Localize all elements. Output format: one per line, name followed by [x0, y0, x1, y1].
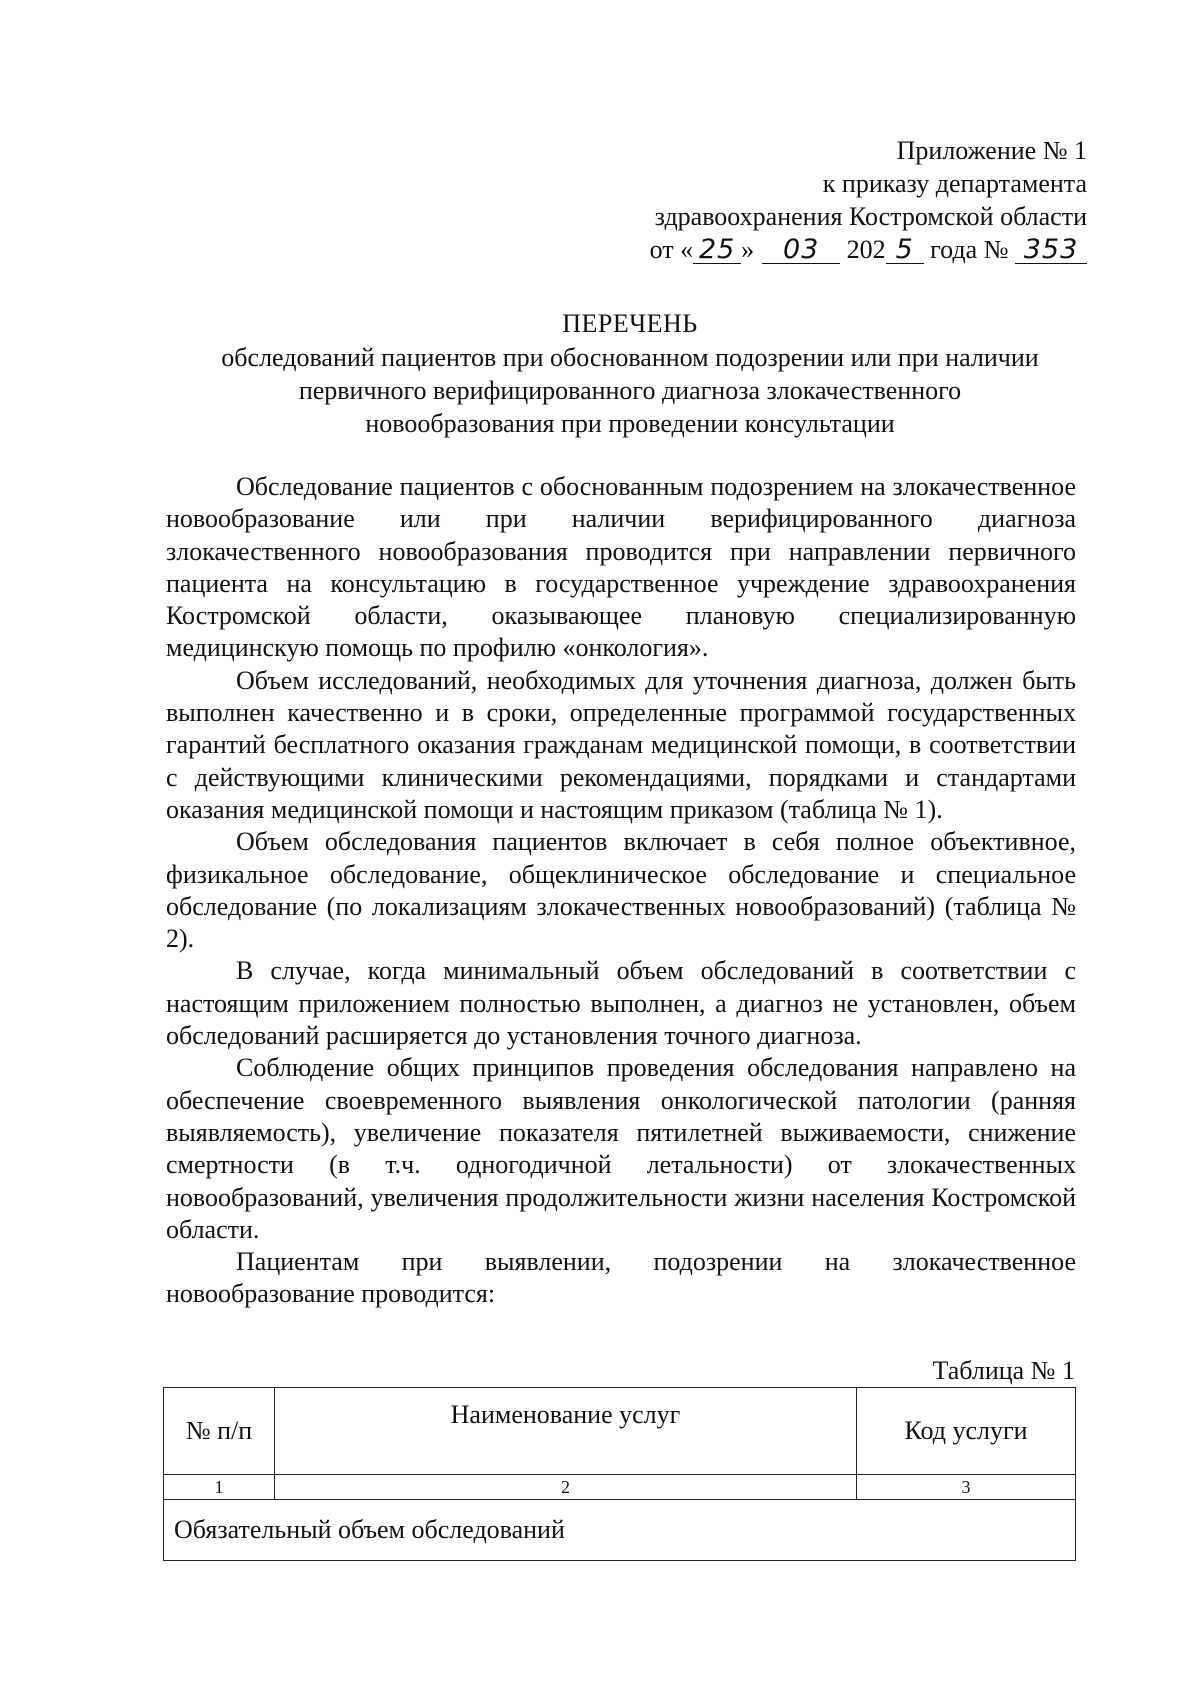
- table-index-row: [164, 1475, 1076, 1500]
- appendix-header: [487, 134, 1087, 266]
- department-name: здравоохранения Костромской области: [654, 202, 1087, 231]
- handwritten-year: 5: [886, 237, 924, 264]
- number-label: года №: [930, 235, 1009, 264]
- paragraph: Обследование пациентов с обоснованным подозрением на злокачественное новообразование или при наличии верифицированного диагноза злокачественного новообразования проводится при направлении первичного пациента на консультацию в государственное учреждение здравоохранения Костромской области, оказывающее плановую специализированную медицинскую помощь по профилю «онкология».: [166, 472, 1076, 663]
- paragraph: Соблюдение общих принципов проведения обследования направлено на обеспечение своевременного выявления онкологической патологии (ранняя выявляемость), увеличение показателя пятилетней выживаемости, снижение смертности (в т.ч. одногодичной летальности) от злокачественных новообразований, увеличения продолжительности жизни населения Костромской области.: [166, 1053, 1076, 1244]
- index-cell-1: 1: [164, 1475, 275, 1500]
- section-title: Обязательный объем обследований: [164, 1500, 1076, 1561]
- header-num: № п/п: [164, 1388, 275, 1475]
- index-cell-2: 2: [274, 1475, 856, 1500]
- date-mid: »: [741, 235, 755, 264]
- paragraph: В случае, когда минимальный объем обследований в соответствии с настоящим приложением полностью выполнен, а диагноз не установлен, объем обследований расширяется до установления точного диагноза.: [166, 956, 1076, 1051]
- header-name: Наименование услуг: [274, 1388, 856, 1475]
- table-caption: Таблица № 1: [932, 1356, 1075, 1385]
- index-cell-3: 3: [857, 1475, 1076, 1500]
- table-header-row: [164, 1388, 1076, 1475]
- date-prefix: от «: [649, 235, 694, 264]
- paragraph: Объем обследования пациентов включает в себя полное объективное, физикальное обследование, общеклиническое обследование и специальное обследование (по локализациям злокачественных новообразований) (таблица № 2).: [166, 827, 1076, 954]
- appendix-label: Приложение № 1: [896, 136, 1087, 165]
- year-prefix: 202: [846, 235, 886, 264]
- handwritten-month: 03: [762, 237, 840, 264]
- services-table: [163, 1387, 1076, 1561]
- title-heading: ПЕРЕЧЕНЬ: [562, 309, 698, 338]
- paragraph: Объем исследований, необходимых для уточнения диагноза, должен быть выполнен качественно и в сроки, определенные программой государственных гарантий бесплатного оказания гражданам медицинской помощи, в соответствии с действующими клиническими рекомендациями, порядками и стандартами оказания медицинской помощи и настоящим приказом (таблица № 1).: [166, 665, 1076, 824]
- order-date-line: [487, 233, 1087, 266]
- order-reference: к приказу департамента: [822, 169, 1087, 198]
- handwritten-order-number: 353: [1015, 237, 1087, 264]
- title-line-2: первичного верифицированного диагноза злокачественного: [298, 376, 962, 405]
- title-line-1: обследований пациентов при обоснованном подозрении или при наличии: [221, 343, 1039, 372]
- handwritten-day: 25: [693, 237, 741, 264]
- title-line-3: новообразования при проведении консультации: [365, 409, 895, 438]
- body-text: [166, 471, 1076, 1311]
- table-section-row: [164, 1500, 1076, 1561]
- document-title: [140, 307, 1120, 440]
- paragraph: Пациентам при выявлении, подозрении на злокачественное новообразование проводится:: [166, 1247, 1076, 1309]
- header-code: Код услуги: [857, 1388, 1076, 1475]
